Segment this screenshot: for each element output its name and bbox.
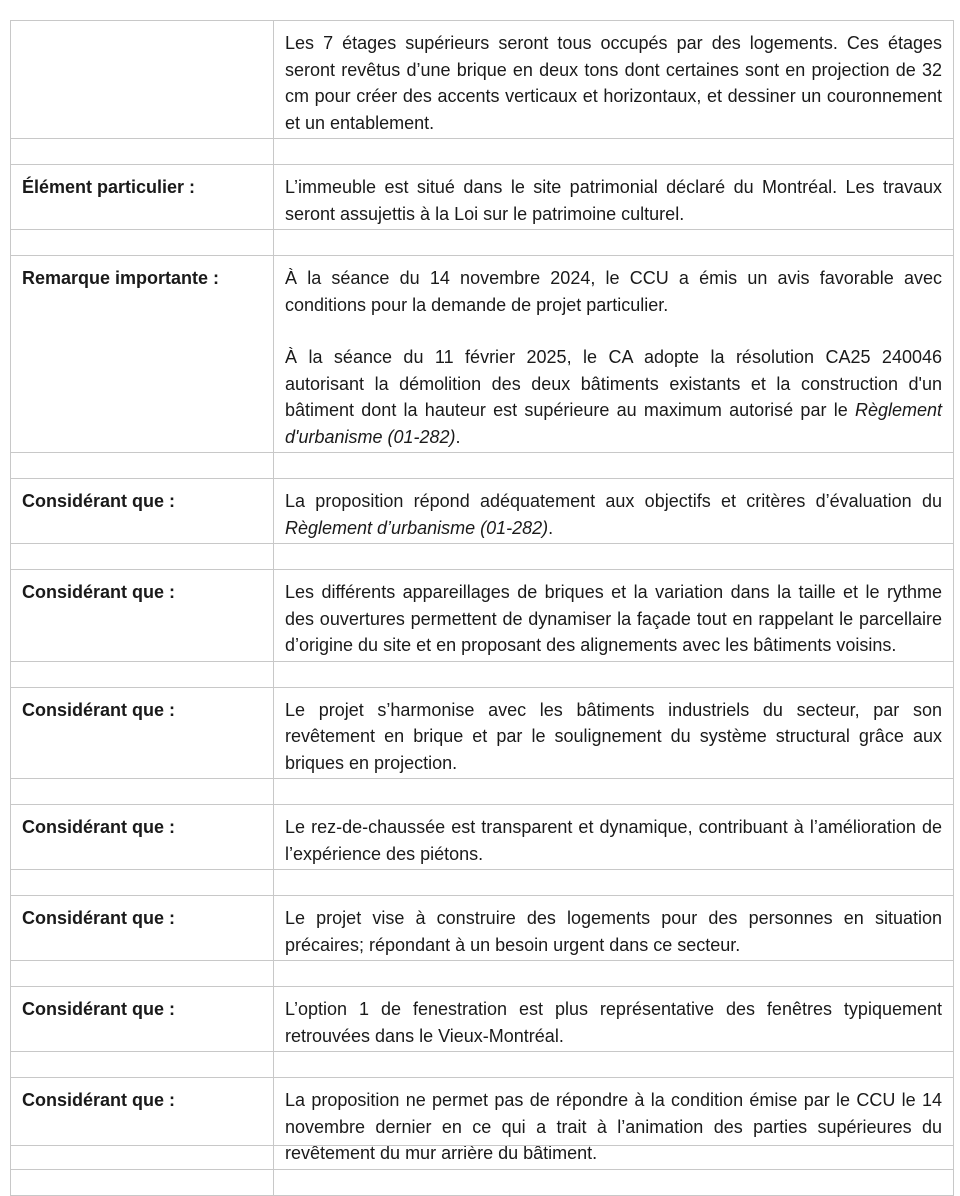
row-text — [285, 570, 942, 661]
decision-table-body — [11, 21, 954, 1196]
text-segment: À la séance du 14 novembre 2024, le CCU a émis un avis favorable avec conditions pour la demande de projet particulier. — [285, 268, 942, 315]
text-segment: La proposition ne permet pas de répondre à la condition émise par le CCU le 14 novembre dernier en ce qui a trait à l’animation des parties supérieures du revêtement du mur arrière du bâtiment. — [285, 1090, 942, 1163]
row-text — [285, 896, 942, 960]
paragraph — [285, 174, 942, 227]
row-label-cell — [11, 256, 274, 453]
spacer-cell — [11, 1052, 274, 1078]
text-segment: Le projet s’harmonise avec les bâtiments industriels du secteur, par son revêtement en brique et par le soulignement du système structural grâce aux briques en projection. — [285, 699, 942, 773]
row-label: Considérant que : — [22, 699, 176, 720]
table-row — [11, 896, 954, 961]
row-text-cell — [274, 21, 954, 139]
row-label-cell — [11, 987, 274, 1052]
row-text — [285, 987, 942, 1051]
row-label-cell — [11, 570, 274, 662]
row-text — [285, 256, 942, 452]
row-label-cell — [11, 165, 274, 230]
spacer-cell — [274, 1052, 954, 1078]
spacer-cell — [274, 544, 954, 570]
spacer-cell — [274, 139, 954, 165]
spacer-row — [11, 230, 954, 256]
spacer-row — [11, 544, 954, 570]
row-label: Considérant que : — [22, 582, 176, 602]
spacer-row — [11, 139, 954, 165]
row-text — [285, 21, 942, 138]
paragraph — [285, 579, 942, 659]
paragraph — [285, 996, 942, 1049]
row-label: Considérant que : — [22, 999, 176, 1019]
row-label: Élément particulier : — [22, 177, 196, 197]
spacer-row — [11, 453, 954, 479]
row-label — [22, 21, 265, 32]
paragraph — [285, 697, 942, 777]
regulation-title: Règlement d’urbanisme (01-282) — [285, 517, 549, 538]
spacer-cell — [11, 779, 274, 805]
row-label: Considérant que : — [22, 1090, 176, 1110]
decision-table — [10, 20, 954, 1196]
regulation-title: Règlement d'urbanisme (01-282) — [285, 400, 942, 447]
row-text — [285, 805, 942, 869]
row-text-cell — [274, 805, 954, 870]
paragraph — [285, 905, 942, 958]
spacer-row — [11, 961, 954, 987]
text-segment: L’immeuble est situé dans le site patrimonial déclaré du Montréal. Les travaux seront assujettis à la Loi sur le patrimoine culturel. — [285, 177, 942, 224]
row-text-cell — [274, 256, 954, 453]
row-text-cell — [274, 987, 954, 1052]
row-label-cell — [11, 805, 274, 870]
table-row — [11, 687, 954, 779]
spacer-cell — [274, 779, 954, 805]
spacer-cell — [274, 661, 954, 687]
spacer-cell — [11, 661, 274, 687]
row-text — [285, 688, 942, 779]
row-label-cell — [11, 687, 274, 779]
paragraph — [285, 344, 942, 450]
spacer-cell — [11, 961, 274, 987]
text-segment: Le rez-de-chaussée est transparent et dynamique, contribuant à l’amélioration de l’expérience des piétons. — [285, 817, 942, 864]
paragraph — [285, 265, 942, 318]
row-label: Considérant que : — [22, 491, 176, 511]
next-table-start — [10, 1145, 954, 1175]
table-row — [11, 570, 954, 662]
spacer-cell — [11, 139, 274, 165]
text-segment: Les 7 étages supérieurs seront tous occupés par des logements. Ces étages seront revêtus d’une brique en deux tons dont certaines sont en projection de 32 cm pour créer des accents verticaux et horizontaux, et dessiner un couronnement et un entablement. — [285, 33, 942, 133]
row-text — [285, 479, 942, 543]
row-text-cell — [274, 479, 954, 544]
row-text-cell — [274, 570, 954, 662]
table-row — [11, 21, 954, 139]
document-page — [10, 20, 954, 1196]
row-text-cell — [274, 896, 954, 961]
row-text-cell — [274, 165, 954, 230]
spacer-cell — [274, 453, 954, 479]
text-segment: La proposition répond adéquatement aux objectifs et critères d’évaluation du — [285, 491, 942, 511]
text-segment: À la séance du 11 février 2025, le CA adopte la résolution CA25 240046 autorisant la démolition des deux bâtiments existants et la construction d'un bâtiment dont la hauteur est supérieure au maximum autorisé par le — [285, 347, 942, 420]
text-segment: L’option 1 de fenestration est plus représentative des fenêtres typiquement retrouvées dans le Vieux-Montréal. — [285, 999, 942, 1046]
spacer-row — [11, 870, 954, 896]
paragraph — [285, 814, 942, 867]
row-label: Remarque importante : — [22, 268, 220, 288]
table-row — [11, 479, 954, 544]
table-row — [11, 165, 954, 230]
table-row — [11, 805, 954, 870]
text-segment: Les différents appareillages de briques et la variation dans la taille et le rythme des ouvertures permettent de dynamiser la façade tout en rappelant le parcellaire d’origine du site et en proposant des alignements avec les bâtiments voisins. — [285, 582, 942, 655]
table-row — [11, 987, 954, 1052]
row-label-cell — [11, 896, 274, 961]
paragraph — [285, 488, 942, 541]
spacer-cell — [274, 870, 954, 896]
row-label-cell — [11, 479, 274, 544]
paragraph — [285, 30, 942, 136]
spacer-cell — [11, 453, 274, 479]
row-text-cell — [274, 687, 954, 779]
text-segment: . — [548, 517, 554, 538]
spacer-row — [11, 1052, 954, 1078]
row-label: Considérant que : — [22, 908, 176, 928]
row-label: Considérant que : — [22, 817, 176, 837]
table-row — [11, 256, 954, 453]
spacer-cell — [274, 961, 954, 987]
row-label-cell — [11, 21, 274, 139]
text-segment: Le projet vise à construire des logements pour des personnes en situation précaires; répondant à un besoin urgent dans ce secteur. — [285, 908, 942, 955]
spacer-cell — [274, 230, 954, 256]
spacer-row — [11, 779, 954, 805]
row-text — [285, 165, 942, 229]
spacer-cell — [11, 870, 274, 896]
text-segment: . — [455, 426, 461, 447]
spacer-cell — [11, 544, 274, 570]
spacer-cell — [11, 230, 274, 256]
spacer-row — [11, 661, 954, 687]
